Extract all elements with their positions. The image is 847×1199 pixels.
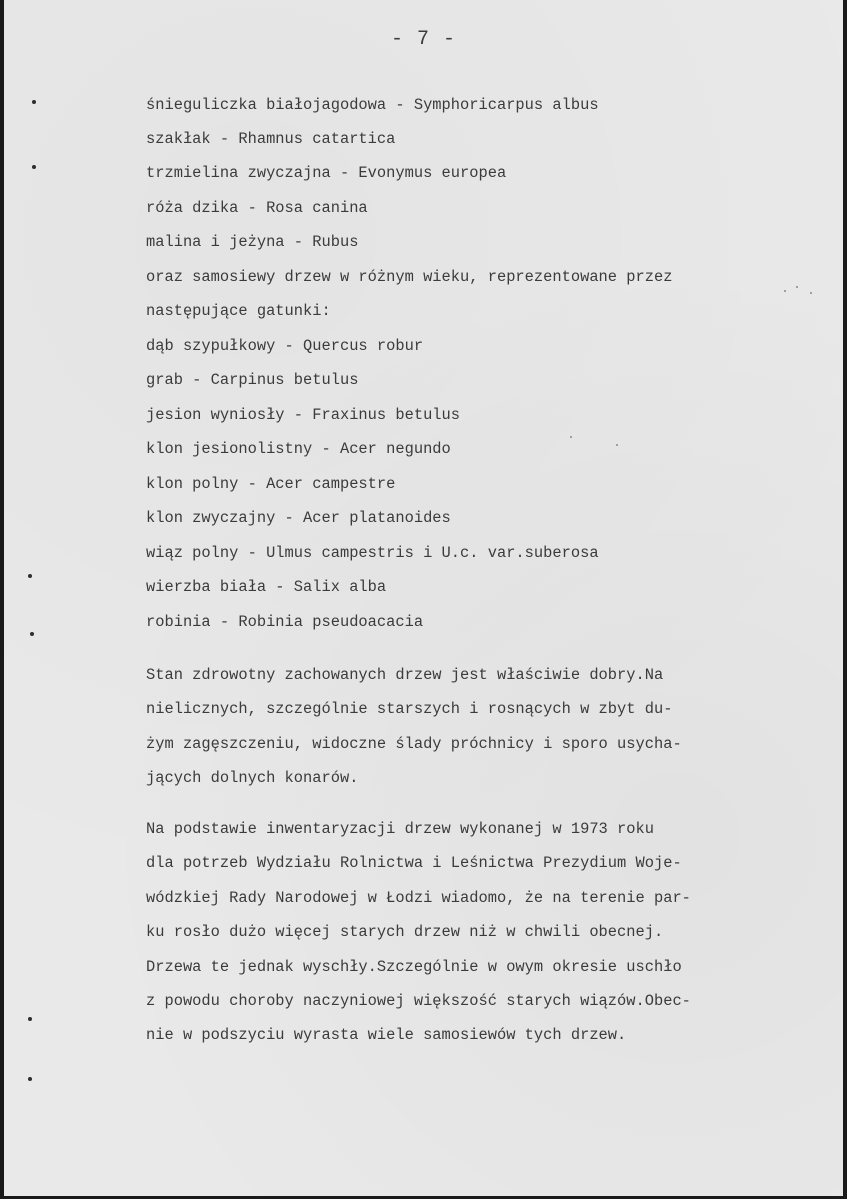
species-line: trzmielina zwyczajna - Evonymus europea [146, 164, 507, 182]
paragraph-line: Na podstawie inwentaryzacji drzew wykonanej w 1973 roku [146, 820, 654, 838]
species-line: grab - Carpinus betulus [146, 371, 359, 389]
paragraph-line: wódzkiej Rady Narodowej w Łodzi wiadomo, że na terenie par- [146, 889, 691, 907]
paper-speck [796, 286, 798, 288]
paper-speck [810, 292, 812, 294]
paper-speck [616, 444, 618, 446]
margin-mark [30, 632, 34, 636]
species-line: róża dzika - Rosa canina [146, 199, 368, 217]
document-page [4, 0, 843, 1196]
species-line: robinia - Robinia pseudoacacia [146, 613, 424, 631]
paragraph-line: nielicznych, szczególnie starszych i rosnących w zbyt du- [146, 700, 673, 718]
paragraph-line: Drzewa te jednak wyschły.Szczególnie w owym okresie uschło [146, 958, 682, 976]
margin-mark [28, 574, 32, 578]
paragraph-line: nie w podszyciu wyrasta wiele samosiewów tych drzew. [146, 1026, 627, 1044]
species-line: klon jesionolistny - Acer negundo [146, 440, 451, 458]
paragraph-line: Stan zdrowotny zachowanych drzew jest właściwie dobry.Na [146, 666, 664, 684]
species-line: klon zwyczajny - Acer platanoides [146, 509, 451, 527]
species-line: wierzba biała - Salix alba [146, 578, 387, 596]
species-line: następujące gatunki: [146, 302, 331, 320]
margin-mark [28, 1077, 32, 1081]
species-line: klon polny - Acer campestre [146, 475, 396, 493]
page-number: - 7 - [390, 28, 456, 51]
paragraph-line: ku rosło dużo więcej starych drzew niż w chwili obecnej. [146, 923, 664, 941]
species-line: jesion wyniosły - Fraxinus betulus [146, 406, 461, 424]
species-line: malina i jeżyna - Rubus [146, 233, 359, 251]
species-line: wiąz polny - Ulmus campestris i U.c. var.suberosa [146, 544, 599, 562]
species-line: dąb szypułkowy - Quercus robur [146, 337, 424, 355]
species-line: szakłak - Rhamnus catartica [146, 130, 396, 148]
margin-mark [28, 1017, 32, 1021]
paragraph-line: z powodu choroby naczyniowej większość starych wiązów.Obec- [146, 992, 691, 1010]
margin-mark [32, 100, 36, 104]
paragraph-line: dla potrzeb Wydziału Rolnictwa i Leśnictwa Prezydium Woje- [146, 854, 682, 872]
margin-mark [32, 165, 36, 169]
paragraph-line: żym zagęszczeniu, widoczne ślady próchnicy i sporo usycha- [146, 735, 682, 753]
species-line: śnieguliczka białojagodowa - Symphoricarpus albus [146, 96, 599, 114]
paragraph-line: jących dolnych konarów. [146, 769, 359, 787]
species-line: oraz samosiewy drzew w różnym wieku, reprezentowane przez [146, 268, 673, 286]
paper-speck [784, 290, 786, 292]
paper-speck [570, 436, 572, 438]
